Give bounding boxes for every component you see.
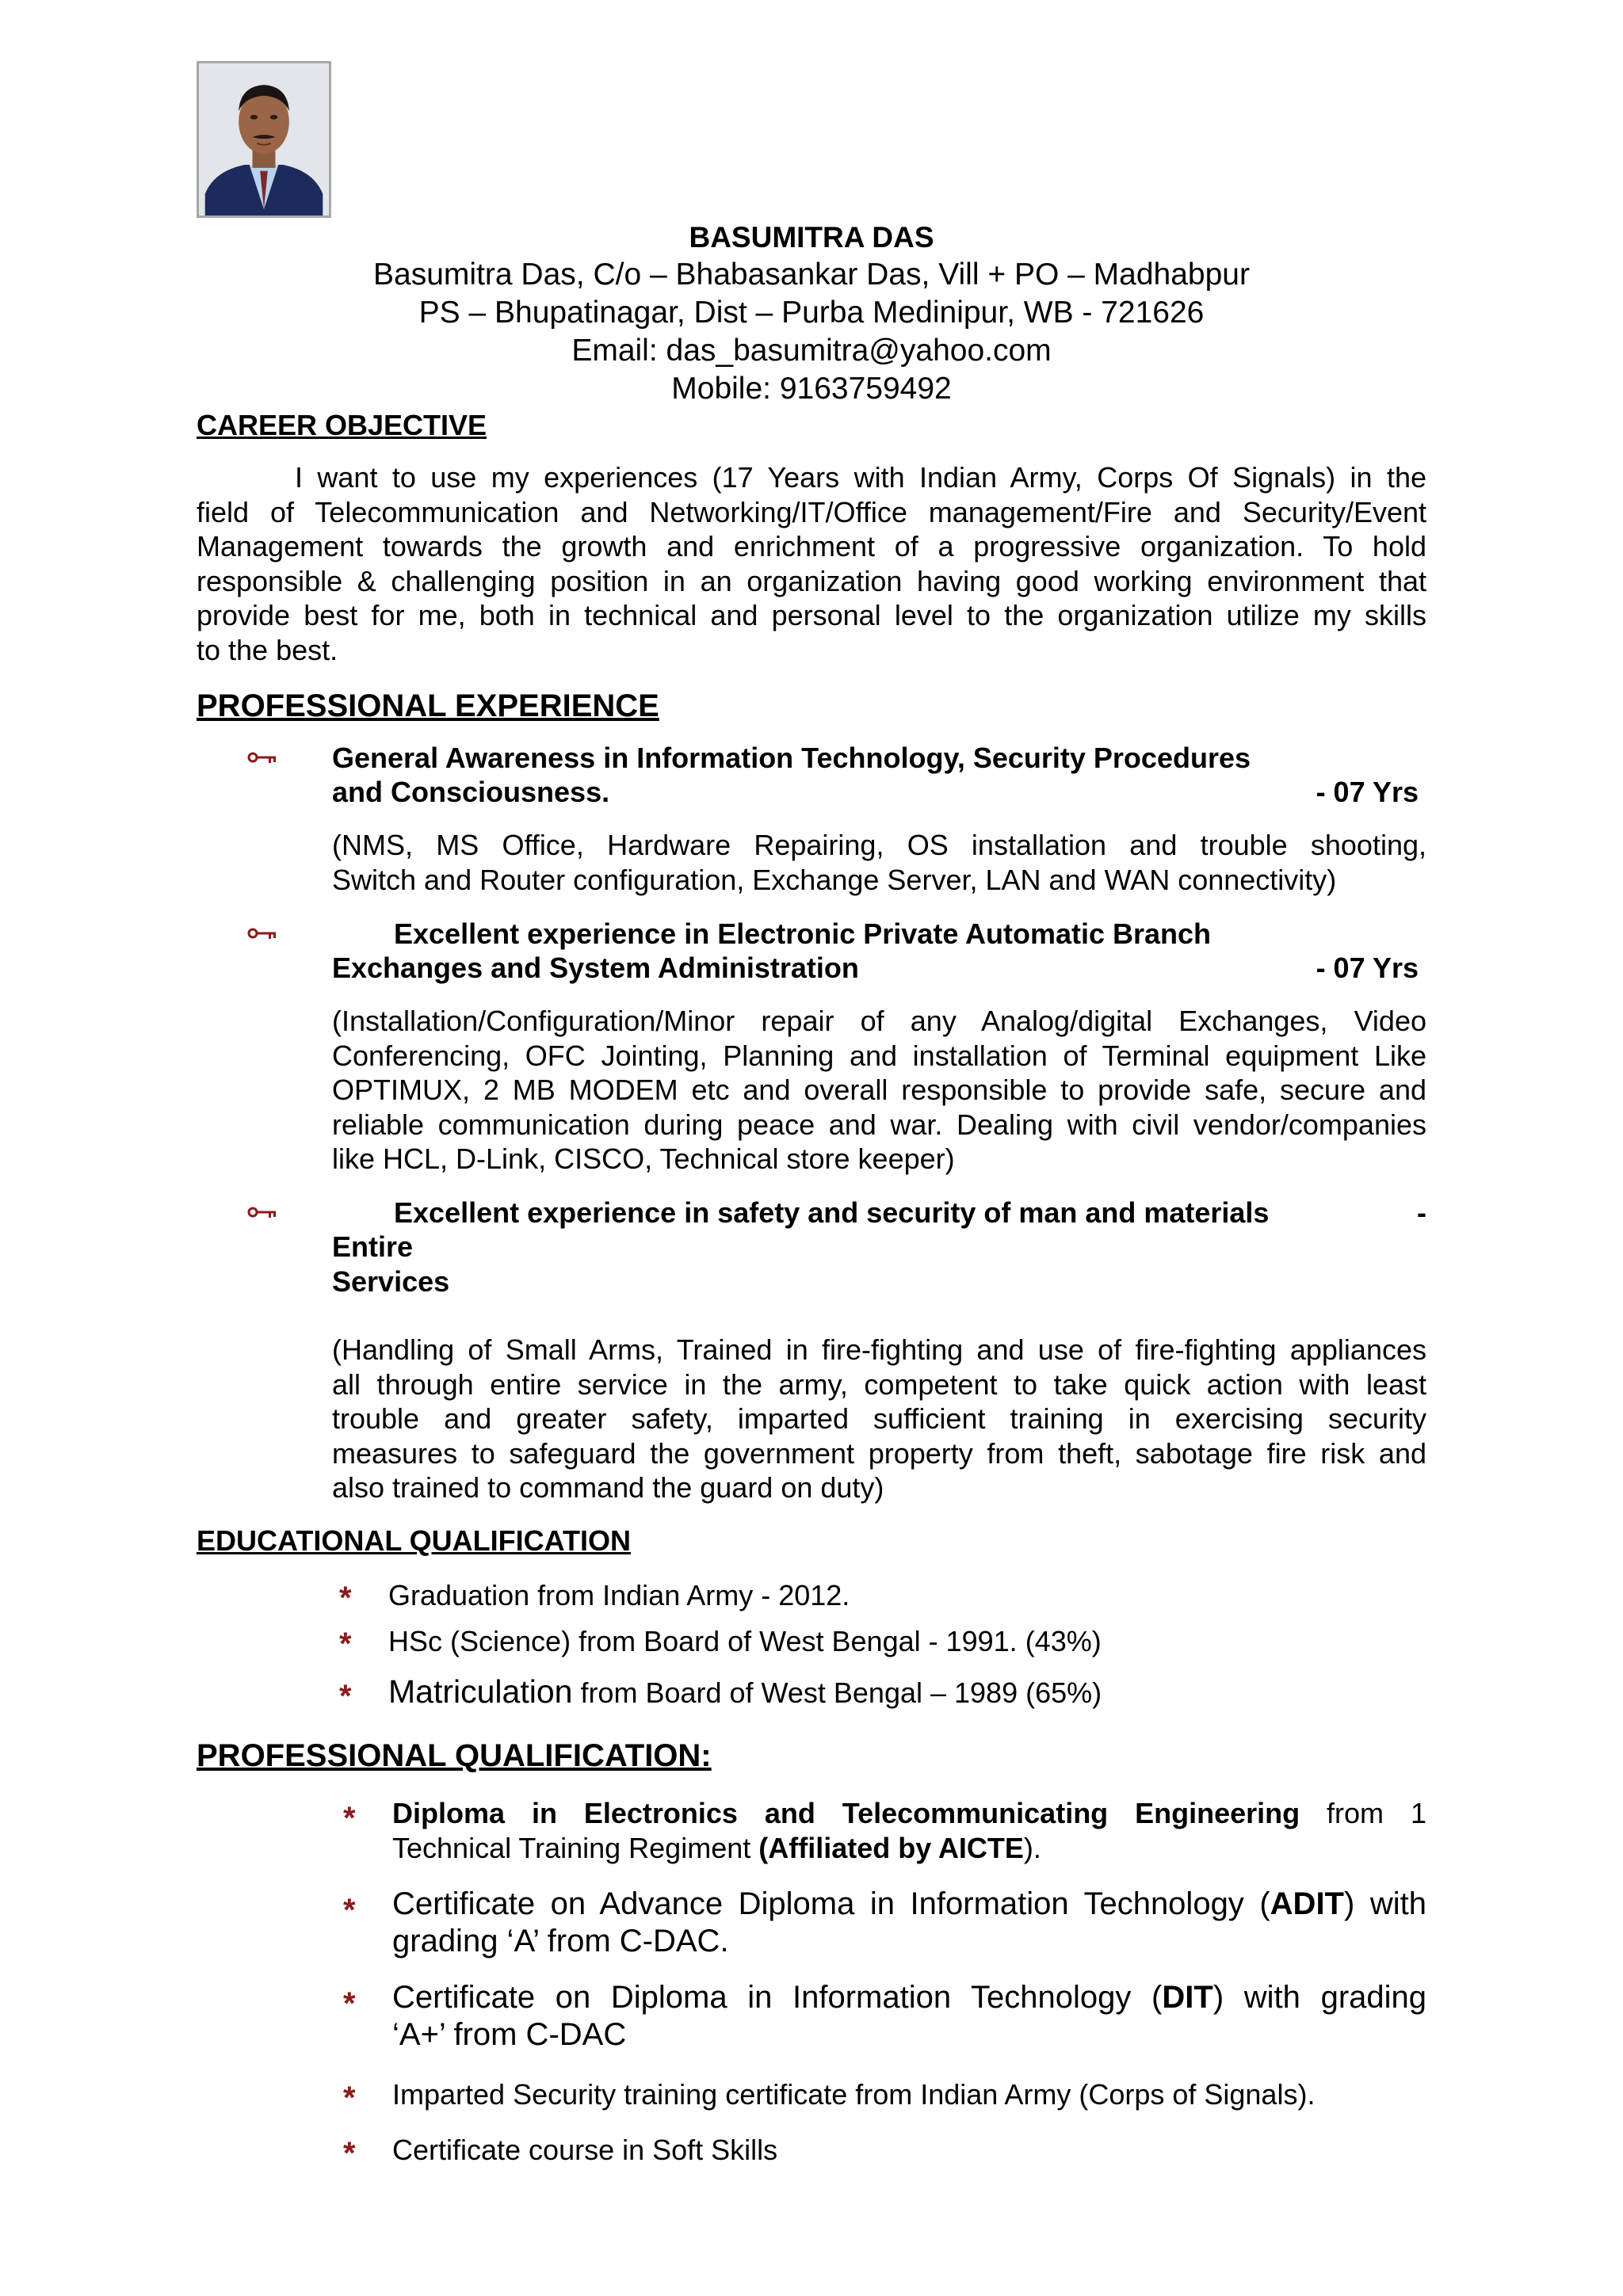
detail-line: (Handling of Small Arms, Trained in fire-fighting and use of fire-fighting appliances [332, 1333, 1426, 1366]
detail-line: all through entire service in the army, competent to take quick action with least [332, 1367, 1426, 1401]
qualification-item [392, 2133, 1426, 2168]
paragraph-line: to the best. [197, 633, 338, 666]
detail-line: measures to safeguard the government property from theft, sabotage fire risk and [332, 1436, 1426, 1470]
experience-1-title-line-2: and Consciousness. [332, 776, 610, 808]
qualification-line: Imparted Security training certificate from Indian Army (Corps of Signals). [392, 2078, 1316, 2111]
qualification-line [392, 1979, 1426, 2016]
asterisk-icon: * [339, 1581, 352, 1615]
qualification-text: ) with grading [1212, 1980, 1427, 2015]
experience-3-title-line-3: Services [332, 1265, 450, 1298]
qualification-line [392, 1796, 1426, 1831]
asterisk-icon: * [343, 2136, 356, 2171]
detail-line: also trained to command the guard on duty) [332, 1471, 884, 1505]
email-line: Email: das_basumitra@yahoo.com [571, 334, 1052, 368]
experience-3-title-line-1: Excellent experience in safety and security of man and materials [394, 1196, 1270, 1229]
asterisk-icon: * [343, 1986, 356, 2021]
career-objective-heading: CAREER OBJECTIVE [197, 409, 487, 441]
qualification-item [392, 1886, 1426, 1960]
profile-photo [197, 61, 331, 218]
portrait-image [199, 63, 329, 215]
paragraph-line: responsible & challenging position in an organization having good working environment that [197, 564, 1426, 597]
experience-3-details [332, 1333, 1426, 1505]
detail-line: (NMS, MS Office, Hardware Repairing, OS installation and trouble shooting, [332, 829, 1426, 861]
qualification-text: ). [1023, 1832, 1041, 1864]
detail-line: reliable communication during peace and war. Dealing with civil vendor/companies [332, 1108, 1426, 1141]
detail-line: Conferencing, OFC Jointing, Planning and installation of Terminal equipment Like [332, 1039, 1426, 1072]
qualification-bold-text: (Affiliated by AICTE [758, 1832, 1024, 1864]
detail-line: (Installation/Configuration/Minor repair of any Analog/digital Exchanges, Video [332, 1005, 1426, 1037]
asterisk-icon: * [339, 1627, 352, 1661]
education-item [388, 1673, 1102, 1710]
address-line-2: PS – Bhupatinagar, Dist – Purba Medinipur, WB - 721626 [418, 296, 1205, 330]
experience-1-title-line-1: General Awareness in Information Technology, Security Procedures [332, 742, 1251, 774]
experience-3-title-line-2: Entire [332, 1230, 414, 1263]
paragraph-line: Management towards the growth and enrichment of a progressive organization. To hold [197, 530, 1426, 563]
paragraph-line: field of Telecommunication and Networking/IT/Office management/Fire and Security/Event [197, 495, 1426, 528]
education-item: Graduation from Indian Army - 2012. [388, 1579, 850, 1611]
key-icon [247, 749, 277, 765]
asterisk-icon: * [343, 2081, 356, 2115]
qualification-text: Technical Training Regiment [392, 1832, 759, 1864]
qualification-item [392, 2077, 1426, 2112]
detail-line: like HCL, D-Link, CISCO, Technical store keeper) [332, 1142, 955, 1176]
qualification-item [392, 1979, 1426, 2054]
paragraph-line: provide best for me, both in technical and personal level to the organization utilize my skills [197, 599, 1426, 632]
qualification-item [392, 1796, 1426, 1866]
experience-3-duration: - [1417, 1196, 1426, 1229]
mobile-line: Mobile: 9163759492 [671, 372, 952, 406]
paragraph-line: I want to use my experiences (17 Years with Indian Army, Corps Of Signals) in the [295, 461, 1426, 494]
professional-experience-heading: PROFESSIONAL EXPERIENCE [197, 688, 659, 723]
qualification-line: ‘A+’ from C-DAC [392, 2017, 627, 2052]
experience-2-details [332, 1004, 1426, 1177]
experience-2-title-line-1: Excellent experience in Electronic Private Automatic Branch [394, 917, 1212, 950]
asterisk-icon: * [343, 1801, 356, 1836]
qualification-line: grading ‘A’ from C-DAC. [392, 1924, 729, 1958]
key-icon [247, 925, 277, 941]
experience-1-duration: - 07 Yrs [1316, 776, 1419, 808]
asterisk-icon: * [343, 1893, 356, 1928]
address-line-1: Basumitra Das, C/o – Bhabasankar Das, Vill + PO – Madhabpur [373, 257, 1250, 292]
educational-qualification-heading: EDUCATIONAL QUALIFICATION [197, 1524, 631, 1557]
asterisk-icon: * [339, 1679, 352, 1714]
qualification-line: Certificate course in Soft Skills [392, 2134, 778, 2166]
experience-2-duration: - 07 Yrs [1316, 952, 1419, 984]
detail-line: OPTIMUX, 2 MB MODEM etc and overall responsible to provide safe, secure and [332, 1074, 1426, 1107]
qualification-line [392, 1831, 1426, 1866]
career-objective-paragraph [197, 460, 1426, 668]
candidate-name: BASUMITRA DAS [689, 221, 934, 254]
qualification-bold-text: Diploma in Electronics and Telecommunicating Engineering [392, 1797, 1300, 1829]
key-icon [247, 1204, 277, 1220]
detail-line: Switch and Router configuration, Exchange Server, LAN and WAN connectivity) [332, 863, 1337, 896]
professional-qualification-heading: PROFESSIONAL QUALIFICATION: [197, 1738, 712, 1773]
qualification-text: ) with [1344, 1886, 1426, 1921]
qualification-text: from 1 [1300, 1797, 1426, 1829]
qualification-line [392, 1886, 1426, 1923]
detail-line: trouble and greater safety, imparted sufficient training in exercising security [332, 1402, 1426, 1436]
education-item-lead: Matriculation [388, 1673, 573, 1710]
qualification-bold-text: DIT [1162, 1980, 1213, 2015]
qualification-text: Certificate on Diploma in Information Technology ( [392, 1980, 1163, 2015]
qualification-bold-text: ADIT [1270, 1886, 1344, 1921]
education-item: HSc (Science) from Board of West Bengal - 1991. (43%) [388, 1625, 1102, 1657]
experience-1-details [332, 828, 1426, 897]
education-item-rest: from Board of West Bengal – 1989 (65%) [572, 1676, 1102, 1709]
qualification-text: Certificate on Advance Diploma in Information Technology ( [392, 1886, 1270, 1921]
experience-2-title-line-2: Exchanges and System Administration [332, 952, 859, 984]
